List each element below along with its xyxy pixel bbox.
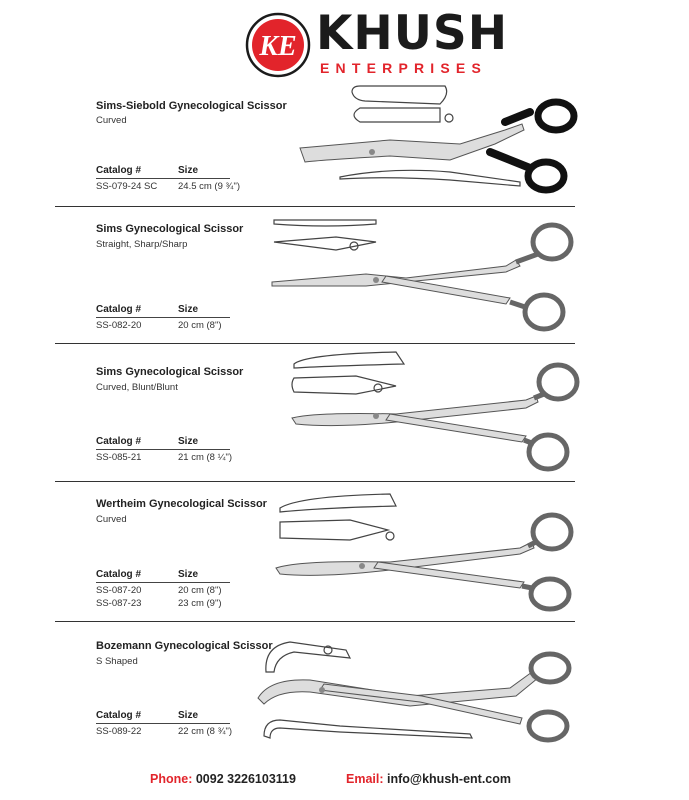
catalog-number: SS-082-20 [96,320,142,331]
product-name: Sims Gynecological Scissor [96,223,244,235]
page-header [0,0,689,92]
email-label: Email: [346,772,384,786]
product-variant: Curved [96,514,127,525]
product-name: Bozemann Gynecological Scissor [96,640,273,652]
catalog-header: Catalog # [96,304,142,315]
brand-subname: ENTERPRISES [320,60,487,76]
product-variant: S Shaped [96,656,138,667]
header-rule [96,449,230,450]
size-value: 22 cm (8 ¾") [178,726,233,737]
scissor-illustration [266,212,586,337]
section-divider [55,343,575,344]
size-header: Size [178,436,199,447]
size-value: 20 cm (8") [178,320,222,331]
header-rule [96,582,230,583]
section-divider [55,206,575,207]
catalog-number: SS-085-21 [96,452,142,463]
catalog-header: Catalog # [96,436,142,447]
catalog-header: Catalog # [96,710,142,721]
catalog-header: Catalog # [96,165,142,176]
catalog-number: SS-087-23 [96,598,142,609]
scissor-illustration [270,488,580,613]
product-name: Sims-Siebold Gynecological Scissor [96,100,287,112]
phone-number[interactable]: 0092 3226103119 [195,772,296,786]
scissor-illustration [286,348,586,473]
brand-name: KHUSH [316,6,509,61]
header-rule [96,317,230,318]
phone-contact [150,772,296,786]
size-header: Size [178,304,199,315]
size-header: Size [178,710,199,721]
brand-logo-icon [245,12,311,78]
catalog-number: SS-079-24 SC [96,181,158,192]
contact-footer [0,772,689,792]
scissor-illustration [290,82,590,197]
phone-label: Phone: [150,772,193,786]
size-value: 24.5 cm (9 ¾") [178,181,240,192]
size-value: 21 cm (8 ¼") [178,452,233,463]
email-contact [346,772,511,786]
scissor-illustration [250,628,580,753]
size-header: Size [178,165,199,176]
catalog-number: SS-087-20 [96,585,142,596]
catalog-number: SS-089-22 [96,726,142,737]
size-value: 20 cm (8") [178,585,222,596]
size-value: 23 cm (9") [178,598,222,609]
product-name: Wertheim Gynecological Scissor [96,498,267,510]
logo-monogram: KE [259,31,297,62]
header-rule [96,723,230,724]
product-variant: Curved [96,115,127,126]
product-variant: Straight, Sharp/Sharp [96,239,188,250]
product-variant: Curved, Blunt/Blunt [96,382,178,393]
size-header: Size [178,569,199,580]
product-name: Sims Gynecological Scissor [96,366,244,378]
header-rule [96,178,230,179]
section-divider [55,481,575,482]
email-address[interactable]: info@khush-ent.com [387,772,511,786]
catalog-header: Catalog # [96,569,142,580]
section-divider [55,621,575,622]
